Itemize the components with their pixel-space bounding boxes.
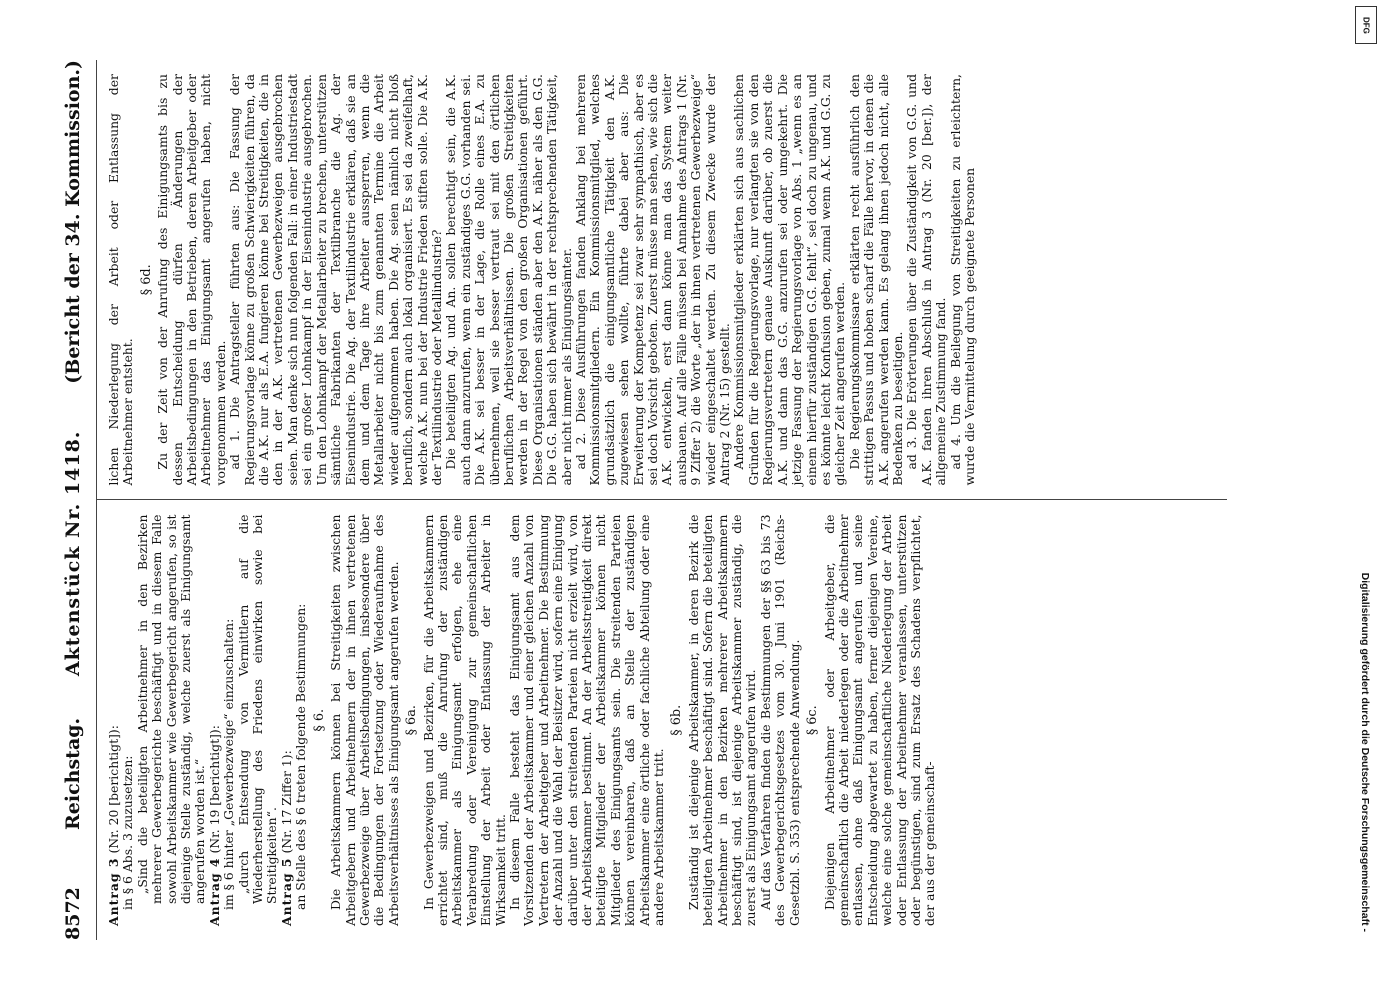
section-6-text: Die Arbeitskammern können bei Streitigkeiten zwischen Arbeitgebern und Arbeitnehmern der in ihnen vertretenen Gewerbezweige über Arbeitsbedingungen, insbesondere über die Bedingungen der Fortsetzung oder Wiederaufnahme des Arbeitsverhältnisses als Einigungsamt angerufen werden. <box>328 514 401 926</box>
section-6a-title: § 6a. <box>404 705 420 736</box>
section-6-title: § 6. <box>311 708 327 732</box>
ad-2-text: ad 2. Diese Ausführungen fanden Anklang bei mehreren Kommissionsmitgliedern. Ein Kommissionsmitglied, welches grundsätzlich die einigungsamtliche Tätigkeit den A.K. zugewiesen sehen wollte, führte dabei aber aus: Die Erweiterung der Kompetenz sei zwar sehr sympathisch, aber es sei doch Vorsicht geboten. Zuerst müsse man sehen, wie sich die A.K. entwickeln, erst dann könne man das System weiter ausbauen. Auf alle Fälle müssen bei Annahme des Antrags 1 (Nr. 9 Ziffer 2) die Worte „der in ihnen vertretenen Gewerbezweige“ wieder eingeschaltet werden. Zu diesem Zwecke wurde der Antrag 2 (Nr. 15) gestellt. <box>573 74 733 486</box>
section-6a-text-1: In Gewerbezweigen und Bezirken, für die Arbeitskammern errichtet sind, muß die Anrufung der zuständigen Arbeitskammer als Einigungsamt erfolgen, ehe eine Verabredung oder Vereinigung zur gemeinschaftlichen Einstellung der Arbeit oder Entlassung der Arbeiter in Wirksamkeit tritt. <box>420 514 508 926</box>
section-6c-text: Diejenigen Arbeitnehmer oder Arbeitgeber, die gemeinschaftlich die Arbeit niederlegen oder die Arbeitnehmer entlassen, ohne daß Einigungsamt angerufen und seine Entscheidung abgewartet zu haben, ferner diejenigen Vereine, welche eine solche gemeinschaftliche Niederlegung der Arbeit oder Entlassung der Arbeitnehmer veranlassen, unterstützen oder begünstigen, sind zum Ersatz des Schadens verpflichtet, der aus der gemeinschaft- <box>821 514 938 926</box>
section-6d-title: § 6d. <box>138 264 154 296</box>
antrag-3-heading: Antrag 3 (Nr. 20 [berichtigt]): <box>106 725 121 926</box>
ad-3-text: ad 3. Die Erörterungen über die Zuständigkeit von G.G. und A.K. fanden ihren Abschluß in Antrag 3 (Nr. 20 [ber.]), der allgemeine Zustimmung fand. <box>904 74 949 486</box>
section-6b-text-2: Auf das Verfahren finden die Bestimmungen der §§ 63 bis 73 des Gewerbegerichtsgesetzes vom 30. Juni 1901 (Reichs-Gesetzbl. S. 353) entsprechende Anwendung. <box>757 514 802 926</box>
antrag-3-quote: „Sind die beteiligten Arbeitnehmer in den Bezirken mehrerer Gewerbegerichte beschäftigt und in diesem Falle sowohl Arbeitskammer wie Gewerbegericht angerufen, so ist diejenige Stelle zuständig, welche zuerst als Einigungsamt angerufen worden ist.“ <box>134 514 208 904</box>
digitization-text: Digitalisierung gefördert durch die Deutsche Forschungsgemeinschaft - <box>1359 572 1371 932</box>
header-document-title: Aktenstück Nr. 1418. <box>62 430 84 677</box>
section-6b-text-1: Zuständig ist diejenige Arbeitskammer, in deren Bezirk die beteiligten Arbeitnehmer beschäftigt sind. Sofern die beteiligten Arbeitnehmer in den Bezirken mehrerer Arbeitskammern beschäftigt sind, ist diejenige Arbeitskammer zuständig, die zuerst als Einigungsamt angerufen wird. <box>685 514 759 926</box>
antrag-5-instruction: an Stelle des § 6 treten folgende Bestimmungen: <box>293 603 309 910</box>
page-header <box>62 60 97 940</box>
left-column <box>97 501 1227 941</box>
digitization-sidenote <box>1357 12 1373 988</box>
section-6c-title: § 6c. <box>805 705 821 736</box>
antrag-4-quote: „durch Entsendung von Vermittlern auf die Wiederherstellung des Friedens einwirken sowie bei Streitigkeiten“. <box>235 514 280 904</box>
ad-2-text-3: Die Regierungskommissare erklärten recht ausführlich den strittigen Passus und hoben scharf die Fälle hervor, in denen die A.K. angerufen werden kann. Es gelang ihnen jedoch nicht, alle Bedenken zu beseitigen. <box>846 74 905 486</box>
ad-1-text: ad 1. Die Antragsteller führten aus: Die Fassung der Regierungsvorlage könne zu großen Schwierigkeiten führen, da die A.K. nur als E.A. fungieren könne bei Streitigkeiten, die in den in der A.K. vertretenen Gewerbezweigen ausgebrochen seien. Man denke sich nun folgenden Fall: in einer Industriestadt sei ein großer Lohnkampf in der Eisenindustrie ausgebrochen. Um den Lohnkampf der Metallarbeiter zu brechen, unterstützen sämtliche Fabrikanten der Textilbranche die Ag. der Eisenindustrie. Die Ag. der Textilindustrie erklären, daß sie an dem und dem Tage ihre Arbeiter aussperren, wenn die Metallarbeiter nicht bis zum genannten Termine die Arbeit wieder aufgenommen haben. Die Ag. seien nämlich nicht bloß beruflich, sondern auch lokal organisiert. Es sei da zweifelhaft, welche A.K. nun bei der Industrie Frieden stiften solle. Die A.K. der Textilindustrie oder Metallindustrie? <box>227 74 444 486</box>
antrag-4-heading: Antrag 4 (Nr. 19 [berichtigt]): <box>206 725 222 926</box>
section-6d-text: Zu der Zeit von der Anrufung des Einigungsamts bis zu dessen Entscheidung dürfen Änderungen der Arbeitsbedingungen in den Betrieben, deren Arbeitgeber oder Arbeitnehmer das Einigungsamt angerufen haben, nicht vorgenommen werden. <box>155 74 228 486</box>
antrag-3-instruction: in § 6 Abs. 3 zuzusetzen: <box>120 755 136 910</box>
ad-4-text: ad 4. Um die Beilegung von Streitigkeiten zu erleichtern, wurde die Vermittelung durch geeignete Personen <box>947 74 977 486</box>
section-6b-title: § 6b. <box>669 704 685 736</box>
continuation-text: lichen Niederlegung der Arbeit oder Entlassung der Arbeitnehmer entsteht. <box>106 74 136 486</box>
ad-1-text-2: Die beteiligten Ag. und An. sollen berechtigt sein, die A.K. auch dann anzurufen, wenn ein zuständiges G.G. vorhanden sei. Die A.K. sei besser in der Lage, die Rolle eines E.A. zu übernehmen, weil sie besser vertraut sei mit den örtlichen beruflichen Arbeitsverhältnissen. Die großen Streitigkeiten werden in der Regel von den großen Organisationen geführt. Diese Organisationen ständen aber den A.K. näher als den G.G. Die G.G. haben sich bewährt in der rechtsprechenden Tätigkeit, aber nicht immer als Einigungsämter. <box>443 74 574 486</box>
antrag-4-instruction: im § 6 hinter „Gewerbezweige“ einzuschalten: <box>221 618 237 910</box>
section-6a-text-2: In diesem Falle besteht das Einigungsamt aus dem Vorsitzenden der Arbeitskammer und einer gleichen Anzahl von Vertretern der Arbeitgeber und Arbeitnehmer. Die Bestimmung der Anzahl und die Wahl der Beisitzer wird, sofern eine Einigung darüber unter den streitenden Parteien nicht erzielt wird, von der Arbeitskammer bestimmt. An der Arbeitsstreitigkeit direkt beteiligte Mitglieder der Arbeitskammer können nicht Mitglieder des Einigungsamts sein. Die streitenden Parteien können vereinbaren, daß an Stelle der zuständigen Arbeitskammer eine örtliche oder fachliche Abteilung oder eine andere Arbeitskammer tritt. <box>506 514 667 926</box>
right-column <box>97 60 1227 501</box>
dfg-logo: DFG <box>1355 6 1377 44</box>
text-columns <box>97 60 1227 940</box>
page-number: 8572 <box>62 887 84 940</box>
ad-2-text-2: Andere Kommissionsmitglieder erklärten sich aus sachlichen Gründen für die Regierungsvorlage, nur verlangten sie von den Regierungsvertretern genaue Auskunft darüber, ob zuerst die A.K. und dann das G.G. anzurufen sei oder umgekehrt. Die jetzige Fassung der Regierungsvorlage von Abs. 1 „wenn es an einem hierfür zuständigen G.G. fehlt“, sei doch zu ungenau, und es könnte leicht Konfusion geben, zumal wenn A.K. und G.G. zu gleicher Zeit angerufen werden. <box>731 74 848 486</box>
header-right-title: (Bericht der 34. Kommission.) <box>62 59 84 384</box>
antrag-5-heading: Antrag 5 (Nr. 17 Ziffer 1): <box>278 750 294 926</box>
header-left-title: Reichstag. <box>62 717 84 830</box>
